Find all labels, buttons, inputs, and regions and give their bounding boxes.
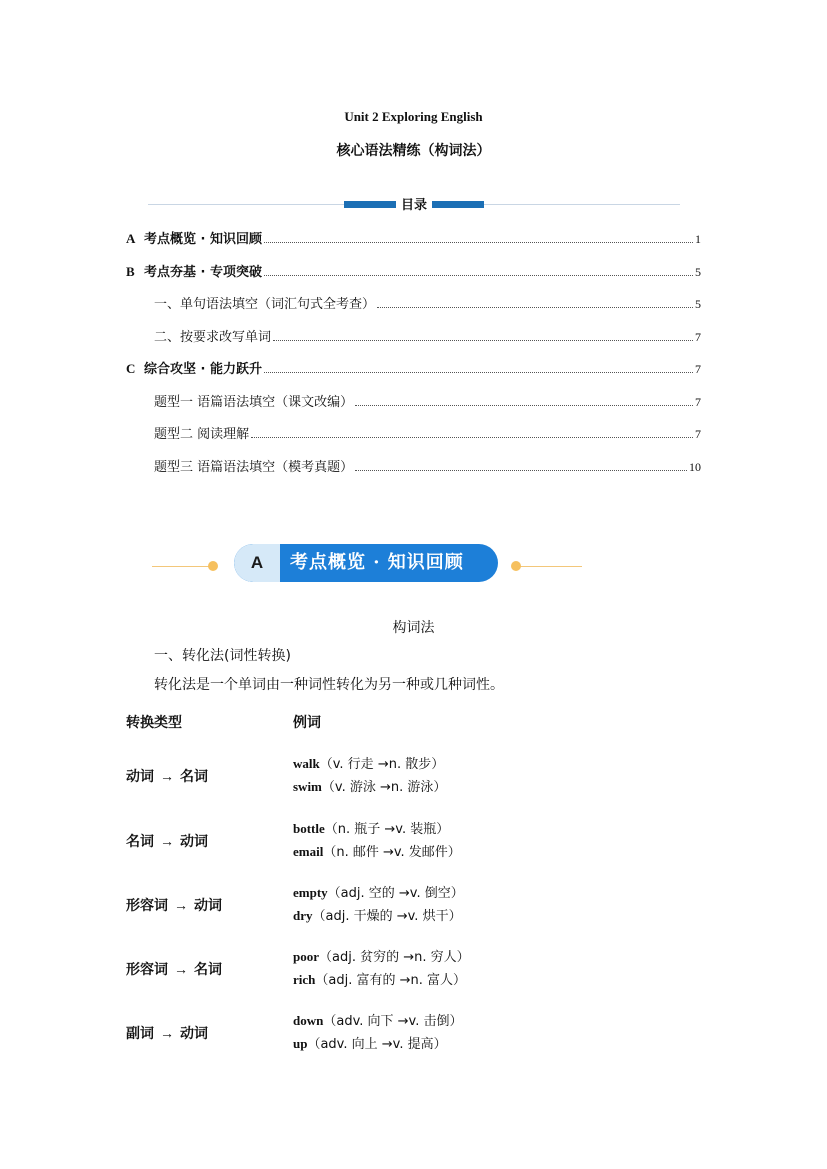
example-line — [293, 776, 446, 799]
toc-entry[interactable] — [154, 456, 701, 474]
example-line — [293, 946, 470, 969]
conversion-from: 动词 — [126, 769, 154, 785]
example-gloss: （v. 游泳 →n. 游泳） — [321, 780, 447, 795]
unit-title: Unit 2 Exploring English — [344, 109, 483, 124]
toc-entry-title: 综合攻坚 · 能力跃升 — [144, 362, 262, 377]
example-gloss: （n. 瓶子 →v. 装瓶） — [324, 822, 450, 837]
toc-entry-title: 一、单句语法填空（词汇句式全考查） — [154, 297, 376, 312]
toc-dot-leader — [273, 330, 693, 341]
example-word: rich — [293, 972, 316, 987]
toc-entry[interactable] — [154, 326, 701, 344]
example-word: poor — [293, 949, 319, 964]
conversion-type — [126, 895, 222, 915]
document-subtitle: 核心语法精练（构词法） — [336, 143, 491, 159]
example-word: dry — [293, 908, 313, 923]
conversion-from: 副词 — [126, 1026, 154, 1042]
example-gloss: （adj. 干燥的 →v. 烘干） — [312, 909, 462, 924]
toc-entry-title: 考点夯基 · 专项突破 — [144, 264, 262, 280]
arrow-icon: → — [160, 770, 174, 785]
toc-dot-leader — [264, 232, 693, 243]
example-word: down — [293, 1013, 324, 1028]
conversion-from: 形容词 — [126, 898, 168, 914]
example-gloss: （adj. 贫穷的 →n. 穷人） — [319, 950, 470, 965]
toc-accent-bar-right — [430, 201, 484, 208]
toc-entry-letter: A — [126, 231, 136, 246]
example-gloss: （adv. 向上 →v. 提高） — [307, 1037, 447, 1052]
example-words — [293, 818, 461, 864]
conversion-to: 名词 — [180, 769, 208, 785]
toc-entry-page: 7 — [695, 427, 701, 441]
example-word: email — [293, 844, 324, 859]
example-word: up — [293, 1036, 308, 1051]
conversion-to: 动词 — [180, 1026, 208, 1042]
conversion-type — [126, 766, 208, 786]
example-word: walk — [293, 756, 320, 771]
toc-label: 目录 — [396, 194, 432, 213]
toc-entry[interactable] — [154, 423, 701, 441]
conversion-to: 动词 — [194, 898, 222, 914]
conversion-type — [126, 831, 208, 851]
example-gloss: （adj. 富有的 →n. 富人） — [315, 973, 467, 988]
example-word: swim — [293, 779, 322, 794]
example-line — [293, 969, 470, 992]
toc-entry-title: 题型二 阅读理解 — [154, 427, 250, 442]
arrow-icon: → — [174, 963, 188, 978]
example-gloss: （v. 行走 →n. 散步） — [319, 757, 445, 772]
arrow-icon: → — [160, 1027, 174, 1042]
conversion-from: 名词 — [126, 834, 154, 850]
example-line — [293, 882, 464, 905]
toc-entry-letter: C — [126, 361, 136, 376]
toc-entry-page: 1 — [695, 232, 701, 246]
toc-dot-leader — [355, 395, 693, 406]
example-line — [293, 753, 446, 776]
example-line — [293, 1033, 463, 1056]
banner-letter: A — [250, 553, 264, 572]
conversion-from: 形容词 — [126, 962, 168, 978]
conversion-to: 动词 — [180, 834, 208, 850]
arrow-icon: → — [160, 835, 174, 850]
toc-entry-page: 5 — [695, 264, 701, 279]
conversion-type — [126, 1023, 208, 1043]
point-heading: 一、转化法(词性转换) — [154, 648, 291, 664]
example-line — [293, 818, 461, 841]
example-gloss: （adj. 空的 →v. 倒空） — [327, 886, 464, 901]
toc-entry-page: 5 — [695, 297, 701, 311]
toc-dot-leader — [377, 297, 693, 308]
example-words — [293, 882, 464, 928]
example-word: bottle — [293, 821, 325, 836]
toc-entry-page: 7 — [695, 362, 701, 376]
toc-entry[interactable] — [154, 293, 701, 311]
section-banner — [234, 544, 498, 582]
toc-dot-leader — [355, 460, 687, 471]
toc-entry-page: 7 — [695, 329, 701, 344]
toc-entry[interactable] — [126, 261, 701, 279]
toc-dot-leader — [264, 362, 693, 373]
arrow-icon: → — [174, 899, 188, 914]
banner-line-left — [152, 566, 212, 567]
toc-dot-leader — [264, 265, 693, 276]
banner-dot-left — [208, 561, 218, 571]
example-line — [293, 1010, 463, 1033]
banner-dot-right — [511, 561, 521, 571]
toc-entry-page: 10 — [689, 459, 701, 474]
example-gloss: （adv. 向下 →v. 击倒） — [323, 1014, 463, 1029]
toc-entry-letter: B — [126, 263, 135, 279]
table-header-type: 转换类型 — [126, 715, 182, 731]
table-header-example: 例词 — [293, 715, 321, 731]
example-gloss: （n. 邮件 →v. 发邮件） — [323, 845, 461, 860]
example-words — [293, 946, 470, 992]
toc-entry-page: 7 — [695, 394, 701, 409]
conversion-type — [126, 959, 222, 979]
example-line — [293, 841, 461, 864]
conversion-to: 名词 — [194, 962, 222, 978]
toc-entry[interactable] — [126, 228, 701, 246]
toc-entry[interactable] — [126, 358, 701, 376]
toc-entry-title: 题型三 语篇语法填空（模考真题） — [154, 459, 354, 475]
toc-entry-title: 题型一 语篇语法填空（课文改编） — [154, 394, 354, 410]
section-heading: 构词法 — [392, 620, 435, 636]
example-words — [293, 753, 446, 799]
toc-dot-leader — [251, 427, 693, 438]
example-word: empty — [293, 885, 328, 900]
toc-entry[interactable] — [154, 391, 701, 409]
example-words — [293, 1010, 463, 1056]
example-line — [293, 905, 464, 928]
toc-accent-bar-left — [344, 201, 400, 208]
banner-title: 考点概览 · 知识回顾 — [290, 552, 464, 573]
banner-line-right — [518, 566, 582, 567]
toc-entry-title: 二、按要求改写单词 — [154, 329, 272, 345]
toc-entry-title: 考点概览 · 知识回顾 — [144, 232, 262, 247]
point-description: 转化法是一个单词由一种词性转化为另一种或几种词性。 — [154, 677, 504, 693]
